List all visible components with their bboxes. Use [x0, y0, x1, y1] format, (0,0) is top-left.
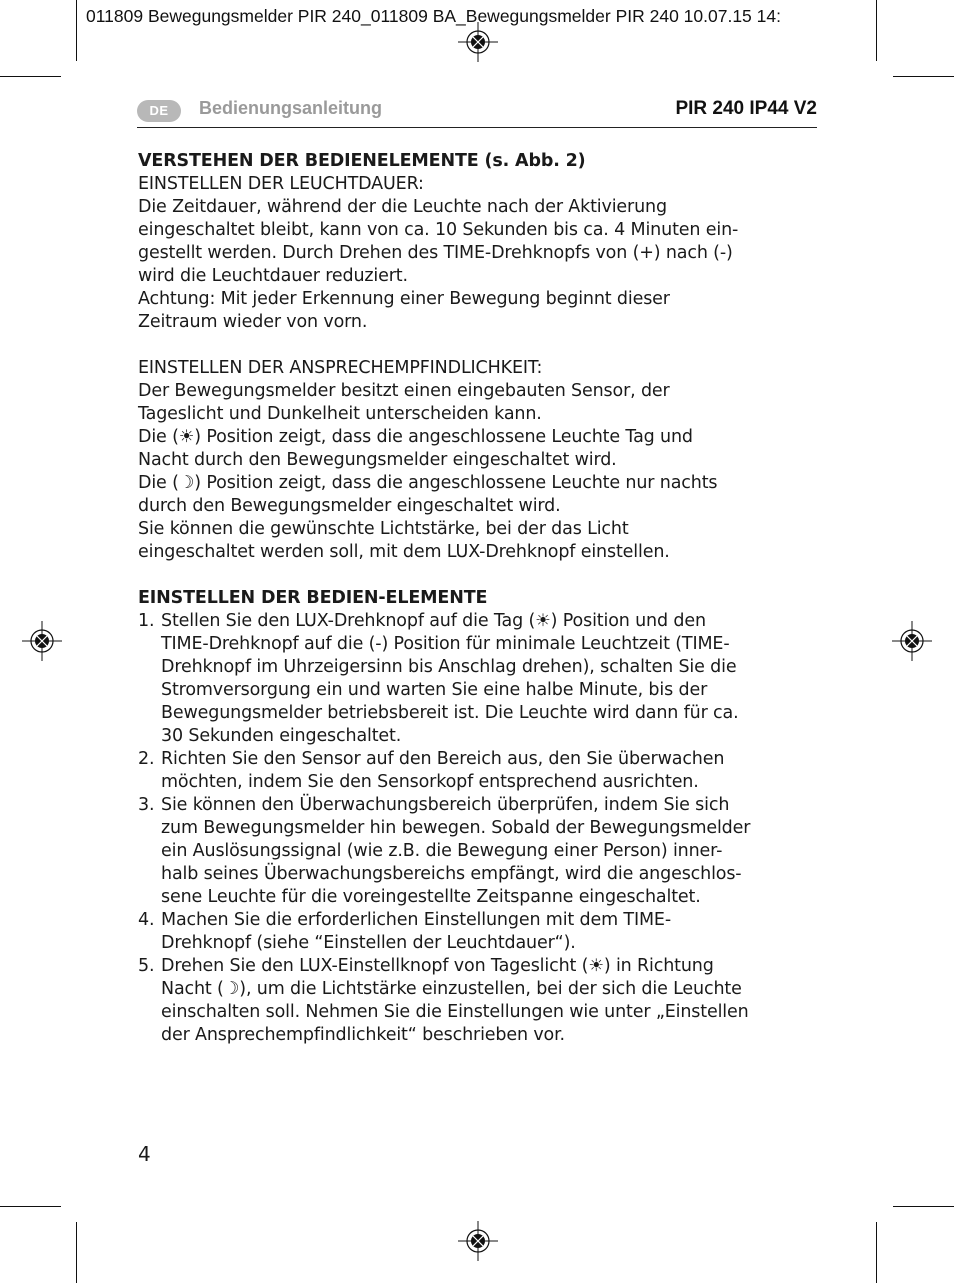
list-item: [138, 748, 828, 794]
model-name: PIR 240 IP44 V2: [675, 98, 817, 119]
page-number: 4: [138, 1142, 151, 1166]
text-line: 30 Sekunden eingeschaltet.: [161, 726, 402, 746]
text-line: sene Leuchte für die voreingestellte Zeitspanne eingeschaltet.: [161, 887, 701, 907]
text-line: Drehknopf (siehe “Einstellen der Leuchtdauer“).: [161, 933, 576, 953]
text-line: eingeschaltet werden soll, mit dem LUX-Drehknopf einstellen.: [138, 542, 670, 562]
crop-mark-bottom-left-horizontal: [0, 1206, 61, 1207]
text-line: einschalten soll. Nehmen Sie die Einstellungen wie unter „Einstellen: [161, 1002, 749, 1022]
text-line: Tageslicht und Dunkelheit unterscheiden kann.: [138, 404, 542, 424]
text-line: Bewegungsmelder betriebsbereit ist. Die Leuchte wird dann für ca.: [161, 703, 739, 723]
text-line: Drehen Sie den LUX-Einstellknopf von Tageslicht (☀) in Richtung: [161, 956, 714, 976]
print-slug: 011809 Bewegungsmelder PIR 240_011809 BA_Bewegungsmelder PIR 240 10.07.15 14:: [86, 6, 781, 26]
text-line: Richten Sie den Sensor auf den Bereich aus, den Sie überwachen: [161, 749, 725, 769]
crop-mark-bottom-right-horizontal: [893, 1206, 954, 1207]
crop-mark-top-right-vertical: [876, 0, 877, 61]
language-badge: DE: [137, 100, 181, 122]
text-line: möchten, indem Sie den Sensorkopf entsprechend ausrichten.: [161, 772, 699, 792]
text-line: gestellt werden. Durch Drehen des TIME-Drehknopfs von (+) nach (-): [138, 243, 733, 263]
page-header: [137, 98, 817, 128]
registration-mark-bottom-icon: [458, 1221, 498, 1261]
crop-mark-top-left-vertical: [76, 0, 77, 61]
text-line: Zeitraum wieder von vorn.: [138, 312, 368, 332]
subheading-sensitivity: EINSTELLEN DER ANSPRECHEMPFINDLICHKEIT:: [138, 358, 543, 378]
section-heading-controls: VERSTEHEN DER BEDIENELEMENTE (s. Abb. 2): [138, 151, 586, 171]
text-line: Nacht (☽), um die Lichtstärke einzustellen, bei der sich die Leuchte: [161, 979, 742, 999]
text-line: Sie können den Überwachungsbereich überprüfen, indem Sie sich: [161, 795, 730, 815]
text-line: Die (☽) Position zeigt, dass die angeschlossene Leuchte nur nachts: [138, 473, 718, 493]
text-line: Achtung: Mit jeder Erkennung einer Bewegung beginnt dieser: [138, 289, 670, 309]
registration-mark-top-icon: [458, 22, 498, 62]
list-item: [138, 909, 828, 955]
text-line: Stellen Sie den LUX-Drehknopf auf die Tag (☀) Position und den: [161, 611, 706, 631]
text-line: TIME-Drehknopf auf die (-) Position für minimale Leuchtzeit (TIME-: [161, 634, 730, 654]
text-line: Nacht durch den Bewegungsmelder eingeschaltet wird.: [138, 450, 617, 470]
spacer: [138, 334, 828, 357]
text-line: ein Auslösungssignal (wie z.B. die Bewegung einer Person) inner-: [161, 841, 723, 861]
paragraph-sensitivity: [138, 380, 828, 564]
step-number: 5.: [138, 956, 155, 976]
list-item: [138, 794, 828, 909]
text-line: Stromversorgung ein und warten Sie eine halbe Minute, bis der: [161, 680, 708, 700]
step-number: 1.: [138, 611, 155, 631]
text-line: Machen Sie die erforderlichen Einstellungen mit dem TIME-: [161, 910, 671, 930]
text-line: halb seines Überwachungsbereichs empfängt, wird die angeschlos-: [161, 864, 742, 884]
text-line: wird die Leuchtdauer reduziert.: [138, 266, 408, 286]
step-number: 3.: [138, 795, 155, 815]
step-number: 4.: [138, 910, 155, 930]
registration-mark-right-icon: [892, 621, 932, 661]
setup-steps-list: [138, 610, 828, 1047]
crop-mark-top-right-horizontal: [893, 76, 954, 77]
crop-mark-bottom-right-vertical: [876, 1222, 877, 1283]
text-line: durch den Bewegungsmelder eingeschaltet wird.: [138, 496, 561, 516]
text-line: der Ansprechempfindlichkeit“ beschrieben vor.: [161, 1025, 565, 1045]
paragraph-light-duration: [138, 196, 828, 334]
page-content: [138, 150, 828, 1047]
crop-mark-top-left-horizontal: [0, 76, 61, 77]
crop-mark-bottom-left-vertical: [76, 1222, 77, 1283]
step-number: 2.: [138, 749, 155, 769]
text-line: Die (☀) Position zeigt, dass die angeschlossene Leuchte Tag und: [138, 427, 693, 447]
spacer: [138, 564, 828, 587]
list-item: [138, 955, 828, 1047]
text-line: Der Bewegungsmelder besitzt einen eingebauten Sensor, der: [138, 381, 670, 401]
document-type: Bedienungsanleitung: [199, 98, 383, 118]
section-heading-setup: EINSTELLEN DER BEDIEN-ELEMENTE: [138, 588, 488, 608]
text-line: Sie können die gewünschte Lichtstärke, bei der das Licht: [138, 519, 629, 539]
text-line: zum Bewegungsmelder hin bewegen. Sobald der Bewegungsmelder: [161, 818, 751, 838]
text-line: eingeschaltet bleibt, kann von ca. 10 Sekunden bis ca. 4 Minuten ein-: [138, 220, 739, 240]
text-line: Die Zeitdauer, während der die Leuchte nach der Aktivierung: [138, 197, 667, 217]
text-line: Drehknopf im Uhrzeigersinn bis Anschlag drehen), schalten Sie die: [161, 657, 737, 677]
registration-mark-left-icon: [22, 621, 62, 661]
list-item: [138, 610, 828, 748]
subheading-light-duration: EINSTELLEN DER LEUCHTDAUER:: [138, 174, 424, 194]
